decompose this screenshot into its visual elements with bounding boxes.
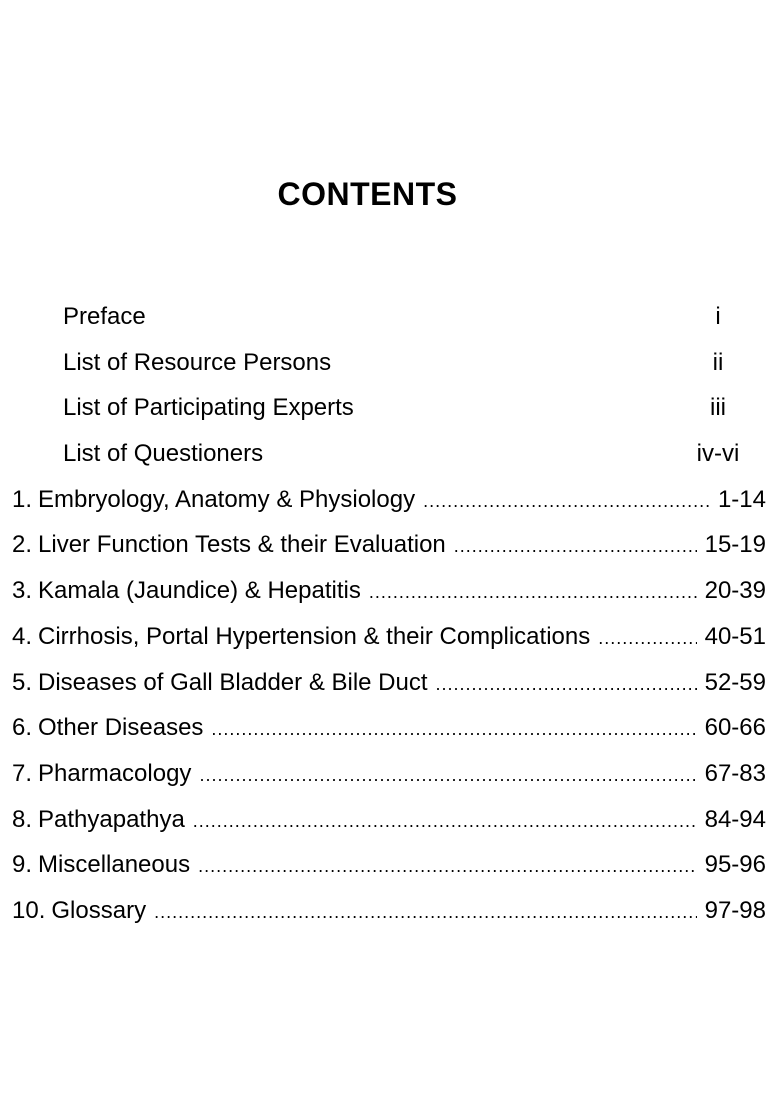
dot-leader	[198, 844, 697, 890]
dot-leader	[436, 662, 697, 708]
chapter-number: 5.	[12, 668, 33, 696]
toc-entry-page: i	[715, 303, 721, 330]
chapter-title: Cirrhosis, Portal Hypertension & their Complications	[38, 622, 591, 650]
toc-chapter-10[interactable]	[0, 888, 780, 934]
chapter-number: 1.	[12, 485, 33, 513]
toc-chapter-1[interactable]	[0, 477, 780, 523]
toc-chapter-2[interactable]	[0, 522, 780, 568]
chapter-number: 7.	[12, 759, 33, 787]
chapter-number: 10.	[12, 896, 46, 924]
dot-leader	[454, 524, 697, 570]
toc-chapter-5[interactable]	[0, 660, 780, 706]
chapter-page: 67-83	[704, 759, 766, 787]
toc-entry-label: List of Participating Experts	[63, 394, 354, 422]
toc-chapter-8[interactable]	[0, 797, 780, 843]
chapter-page: 60-66	[704, 714, 766, 742]
chapter-page: 52-59	[704, 668, 766, 696]
toc-entry-label: Preface	[63, 303, 146, 330]
page-title: CONTENTS	[277, 176, 458, 212]
toc-chapter-7[interactable]	[0, 751, 780, 797]
chapter-number: 8.	[12, 805, 33, 833]
toc-entry-label: List of Resource Persons	[63, 348, 332, 376]
toc-chapter-4[interactable]	[0, 614, 780, 660]
chapter-title: Diseases of Gall Bladder & Bile Duct	[38, 668, 428, 696]
chapter-title: Miscellaneous	[38, 851, 191, 879]
dot-leader	[211, 707, 696, 753]
toc-entry-preface[interactable]	[0, 294, 780, 340]
toc-entry-page: iii	[710, 394, 726, 422]
chapter-title: Embryology, Anatomy & Physiology	[38, 485, 416, 513]
chapter-title: Liver Function Tests & their Evaluation	[38, 531, 446, 559]
toc-entry-page: iv-vi	[696, 440, 740, 468]
chapter-page: 20-39	[704, 577, 766, 605]
toc-entry-resource-persons[interactable]	[0, 340, 780, 386]
toc-chapter-9[interactable]	[0, 842, 780, 888]
chapter-title: Pathyapathya	[38, 805, 185, 833]
dot-leader	[154, 890, 697, 936]
table-of-contents	[0, 294, 780, 934]
chapter-title: Pharmacology	[38, 759, 192, 787]
chapter-number: 9.	[12, 851, 33, 879]
chapter-page: 95-96	[704, 851, 766, 879]
dot-leader	[369, 570, 697, 616]
toc-entry-questioners[interactable]	[0, 431, 780, 477]
chapter-number: 6.	[12, 714, 33, 742]
chapter-number: 2.	[12, 531, 33, 559]
toc-entry-label: List of Questioners	[63, 440, 264, 468]
chapter-title: Kamala (Jaundice) & Hepatitis	[38, 577, 361, 605]
chapter-title: Glossary	[51, 896, 147, 924]
chapter-page: 84-94	[704, 805, 766, 833]
chapter-title: Other Diseases	[38, 714, 204, 742]
chapter-page: 40-51	[704, 622, 766, 650]
chapter-page: 97-98	[704, 896, 766, 924]
chapter-page: 1-14	[717, 485, 766, 513]
dot-leader	[598, 616, 696, 662]
toc-entry-participating-experts[interactable]	[0, 385, 780, 431]
chapter-number: 4.	[12, 622, 33, 650]
toc-chapter-3[interactable]	[0, 568, 780, 614]
chapter-page: 15-19	[704, 531, 766, 559]
dot-leader	[193, 799, 697, 845]
dot-leader	[423, 479, 710, 525]
chapter-number: 3.	[12, 577, 33, 605]
toc-entry-page: ii	[712, 348, 724, 376]
dot-leader	[199, 753, 696, 799]
toc-chapter-6[interactable]	[0, 705, 780, 751]
